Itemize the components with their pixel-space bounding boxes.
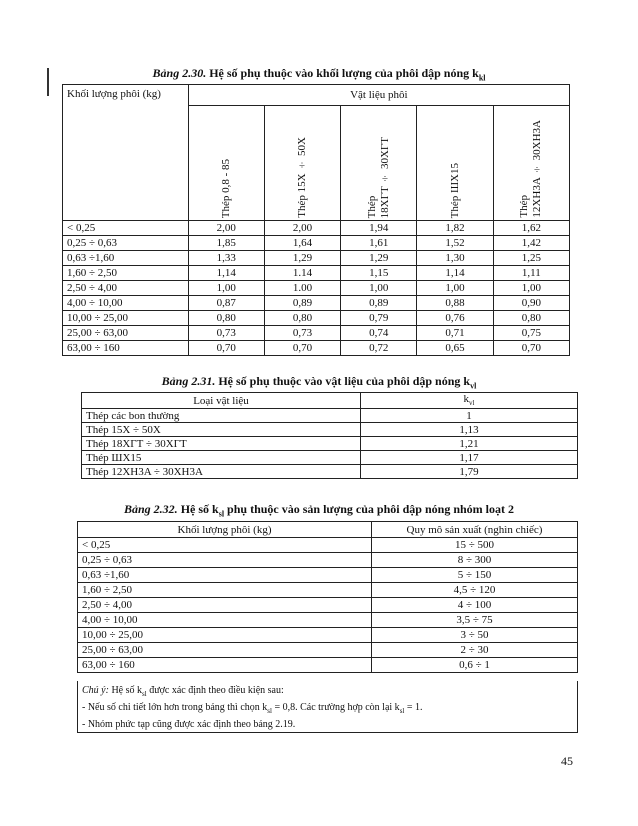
note-line1: Chú ý: Hệ số $k_{sl}$ được xác định theo điều kiện sau: bbox=[82, 685, 284, 698]
table-row bbox=[63, 326, 570, 341]
material-header-label: Thép 12XH3A ÷ 30XH3A bbox=[518, 120, 544, 218]
value-cell: 1,42 bbox=[493, 236, 569, 251]
value-cell: 1,17 bbox=[361, 451, 578, 465]
value-cell: 1.00 bbox=[264, 281, 340, 296]
value-cell: 0,70 bbox=[493, 341, 569, 356]
value-cell: 1 bbox=[361, 409, 578, 423]
mass-cell: 2,50 ÷ 4,00 bbox=[63, 281, 189, 296]
table-row bbox=[78, 643, 578, 658]
mass-cell: 25,00 ÷ 63,00 bbox=[78, 643, 372, 658]
table-row bbox=[78, 598, 578, 613]
mass-cell: 1,60 ÷ 2,50 bbox=[78, 583, 372, 598]
table-row bbox=[63, 251, 570, 266]
note-line2: - Nếu số chi tiết lớn hơn trong bảng thì chọn $k_{sl} = 0,8$. Các trường hợp còn lại $k_{sl} = 1$. bbox=[82, 702, 423, 715]
mass-cell: 0,25 ÷ 0,63 bbox=[63, 236, 189, 251]
value-cell: 2,00 bbox=[264, 221, 340, 236]
value-cell: 0,89 bbox=[264, 296, 340, 311]
value-cell: 0,73 bbox=[188, 326, 264, 341]
mass-cell: 0,63 ÷1,60 bbox=[78, 568, 372, 583]
table-row bbox=[63, 236, 570, 251]
value-cell: 3 ÷ 50 bbox=[372, 628, 578, 643]
table3-col1-header: Quy mô sản xuất (nghìn chiếc) bbox=[372, 522, 578, 538]
value-cell: 1,52 bbox=[417, 236, 493, 251]
note-line3: - Nhóm phức tạp cũng được xác định theo bảng 2.19. bbox=[82, 719, 296, 730]
mass-cell: 63,00 ÷ 160 bbox=[63, 341, 189, 356]
value-cell: 1,00 bbox=[493, 281, 569, 296]
table-row bbox=[78, 553, 578, 568]
table1-group-header: Vật liệu phôi bbox=[188, 85, 569, 106]
mass-cell: 4,00 ÷ 10,00 bbox=[63, 296, 189, 311]
table-row bbox=[82, 423, 578, 437]
value-cell: 1,14 bbox=[188, 266, 264, 281]
table1-col0-header: Khối lượng phôi (kg) bbox=[63, 85, 189, 221]
value-cell: 1,79 bbox=[361, 465, 578, 479]
material-header bbox=[341, 106, 417, 221]
table2-col1-header: $k_{vl}$ bbox=[361, 393, 578, 409]
mass-cell: 10,00 ÷ 25,00 bbox=[78, 628, 372, 643]
value-cell: 0,6 ÷ 1 bbox=[372, 658, 578, 673]
value-cell: 1,33 bbox=[188, 251, 264, 266]
table-row bbox=[82, 409, 578, 423]
value-cell: 1,82 bbox=[417, 221, 493, 236]
value-cell: 1,00 bbox=[188, 281, 264, 296]
value-cell: 5 ÷ 150 bbox=[372, 568, 578, 583]
value-cell: 0,79 bbox=[341, 311, 417, 326]
table3-col0-header: Khối lượng phôi (kg) bbox=[78, 522, 372, 538]
value-cell: 8 ÷ 300 bbox=[372, 553, 578, 568]
value-cell: 0,74 bbox=[341, 326, 417, 341]
value-cell: 1,25 bbox=[493, 251, 569, 266]
table1-caption: Bảng 2.30. Hệ số phụ thuộc vào khối lượng của phôi dập nóng $k_{kl}$ bbox=[152, 66, 486, 83]
value-cell: 0,75 bbox=[493, 326, 569, 341]
value-cell: 4,5 ÷ 120 bbox=[372, 583, 578, 598]
table-row bbox=[78, 583, 578, 598]
table-row bbox=[63, 266, 570, 281]
material-header-label: Thép ШX15 bbox=[448, 162, 461, 218]
value-cell: 1,62 bbox=[493, 221, 569, 236]
value-cell: 15 ÷ 500 bbox=[372, 538, 578, 553]
table-row bbox=[82, 437, 578, 451]
value-cell: 0,71 bbox=[417, 326, 493, 341]
material-cell: Thép ШX15 bbox=[82, 451, 361, 465]
table2-col0-header: Loại vật liệu bbox=[82, 393, 361, 409]
value-cell: 1,94 bbox=[341, 221, 417, 236]
table-row bbox=[63, 281, 570, 296]
value-cell: 0,72 bbox=[341, 341, 417, 356]
value-cell: 1,85 bbox=[188, 236, 264, 251]
table3 bbox=[77, 521, 578, 673]
value-cell: 1,29 bbox=[341, 251, 417, 266]
value-cell: 1,29 bbox=[264, 251, 340, 266]
value-cell: 1,64 bbox=[264, 236, 340, 251]
value-cell: 1,15 bbox=[341, 266, 417, 281]
value-cell: 0,80 bbox=[264, 311, 340, 326]
value-cell: 1,61 bbox=[341, 236, 417, 251]
value-cell: 0,88 bbox=[417, 296, 493, 311]
value-cell: 1,21 bbox=[361, 437, 578, 451]
material-cell: Thép các bon thường bbox=[82, 409, 361, 423]
mass-cell: 63,00 ÷ 160 bbox=[78, 658, 372, 673]
table2 bbox=[81, 392, 578, 479]
table1 bbox=[62, 84, 570, 356]
table-row bbox=[82, 465, 578, 479]
mass-cell: 25,00 ÷ 63,00 bbox=[63, 326, 189, 341]
value-cell: 1,00 bbox=[417, 281, 493, 296]
value-cell: 2,00 bbox=[188, 221, 264, 236]
value-cell: 0,87 bbox=[188, 296, 264, 311]
table3-caption: Bảng 2.32. Hệ số $k_{sl}$ phụ thuộc vào sản lượng của phôi dập nóng nhóm loạt 2 bbox=[124, 502, 514, 519]
value-cell: 1,00 bbox=[341, 281, 417, 296]
mass-cell: < 0,25 bbox=[78, 538, 372, 553]
table-row bbox=[63, 341, 570, 356]
value-cell: 4 ÷ 100 bbox=[372, 598, 578, 613]
value-cell: 0,76 bbox=[417, 311, 493, 326]
value-cell: 1,11 bbox=[493, 266, 569, 281]
table-row bbox=[78, 568, 578, 583]
mass-cell: < 0,25 bbox=[63, 221, 189, 236]
value-cell: 0,73 bbox=[264, 326, 340, 341]
material-cell: Thép 15X ÷ 50X bbox=[82, 423, 361, 437]
material-header bbox=[493, 106, 569, 221]
material-cell: Thép 18XΓT ÷ 30XΓT bbox=[82, 437, 361, 451]
value-cell: 1,14 bbox=[417, 266, 493, 281]
mass-cell: 0,63 ÷1,60 bbox=[63, 251, 189, 266]
material-header bbox=[264, 106, 340, 221]
table-row bbox=[63, 296, 570, 311]
mass-cell: 1,60 ÷ 2,50 bbox=[63, 266, 189, 281]
table-row bbox=[63, 311, 570, 326]
material-header-label: Thép 15X ÷ 50X bbox=[296, 137, 309, 218]
table3-note bbox=[77, 681, 578, 733]
table-row bbox=[82, 451, 578, 465]
value-cell: 0,70 bbox=[188, 341, 264, 356]
mass-cell: 2,50 ÷ 4,00 bbox=[78, 598, 372, 613]
value-cell: 0,89 bbox=[341, 296, 417, 311]
value-cell: 0,70 bbox=[264, 341, 340, 356]
value-cell: 0,90 bbox=[493, 296, 569, 311]
value-cell: 1,30 bbox=[417, 251, 493, 266]
material-cell: Thép 12XH3A ÷ 30XH3A bbox=[82, 465, 361, 479]
value-cell: 0,80 bbox=[188, 311, 264, 326]
mass-cell: 4,00 ÷ 10,00 bbox=[78, 613, 372, 628]
table2-caption: Bảng 2.31. Hệ số phụ thuộc vào vật liệu của phôi dập nóng $k_{vl}$ bbox=[161, 374, 477, 391]
value-cell: 2 ÷ 30 bbox=[372, 643, 578, 658]
table-row bbox=[78, 658, 578, 673]
material-header bbox=[417, 106, 493, 221]
value-cell: 0,65 bbox=[417, 341, 493, 356]
mass-cell: 0,25 ÷ 0,63 bbox=[78, 553, 372, 568]
value-cell: 1.14 bbox=[264, 266, 340, 281]
material-header-label: Thép 0,8 - 85 bbox=[219, 158, 232, 218]
material-header bbox=[188, 106, 264, 221]
table-row bbox=[78, 613, 578, 628]
table-row bbox=[63, 221, 570, 236]
mass-cell: 10,00 ÷ 25,00 bbox=[63, 311, 189, 326]
table-row bbox=[78, 538, 578, 553]
value-cell: 1,13 bbox=[361, 423, 578, 437]
value-cell: 0,80 bbox=[493, 311, 569, 326]
table-row bbox=[78, 628, 578, 643]
page-number: 45 bbox=[561, 754, 573, 768]
material-header-label: Thép 18XΓT ÷ 30XΓT bbox=[365, 136, 391, 218]
value-cell: 3,5 ÷ 75 bbox=[372, 613, 578, 628]
